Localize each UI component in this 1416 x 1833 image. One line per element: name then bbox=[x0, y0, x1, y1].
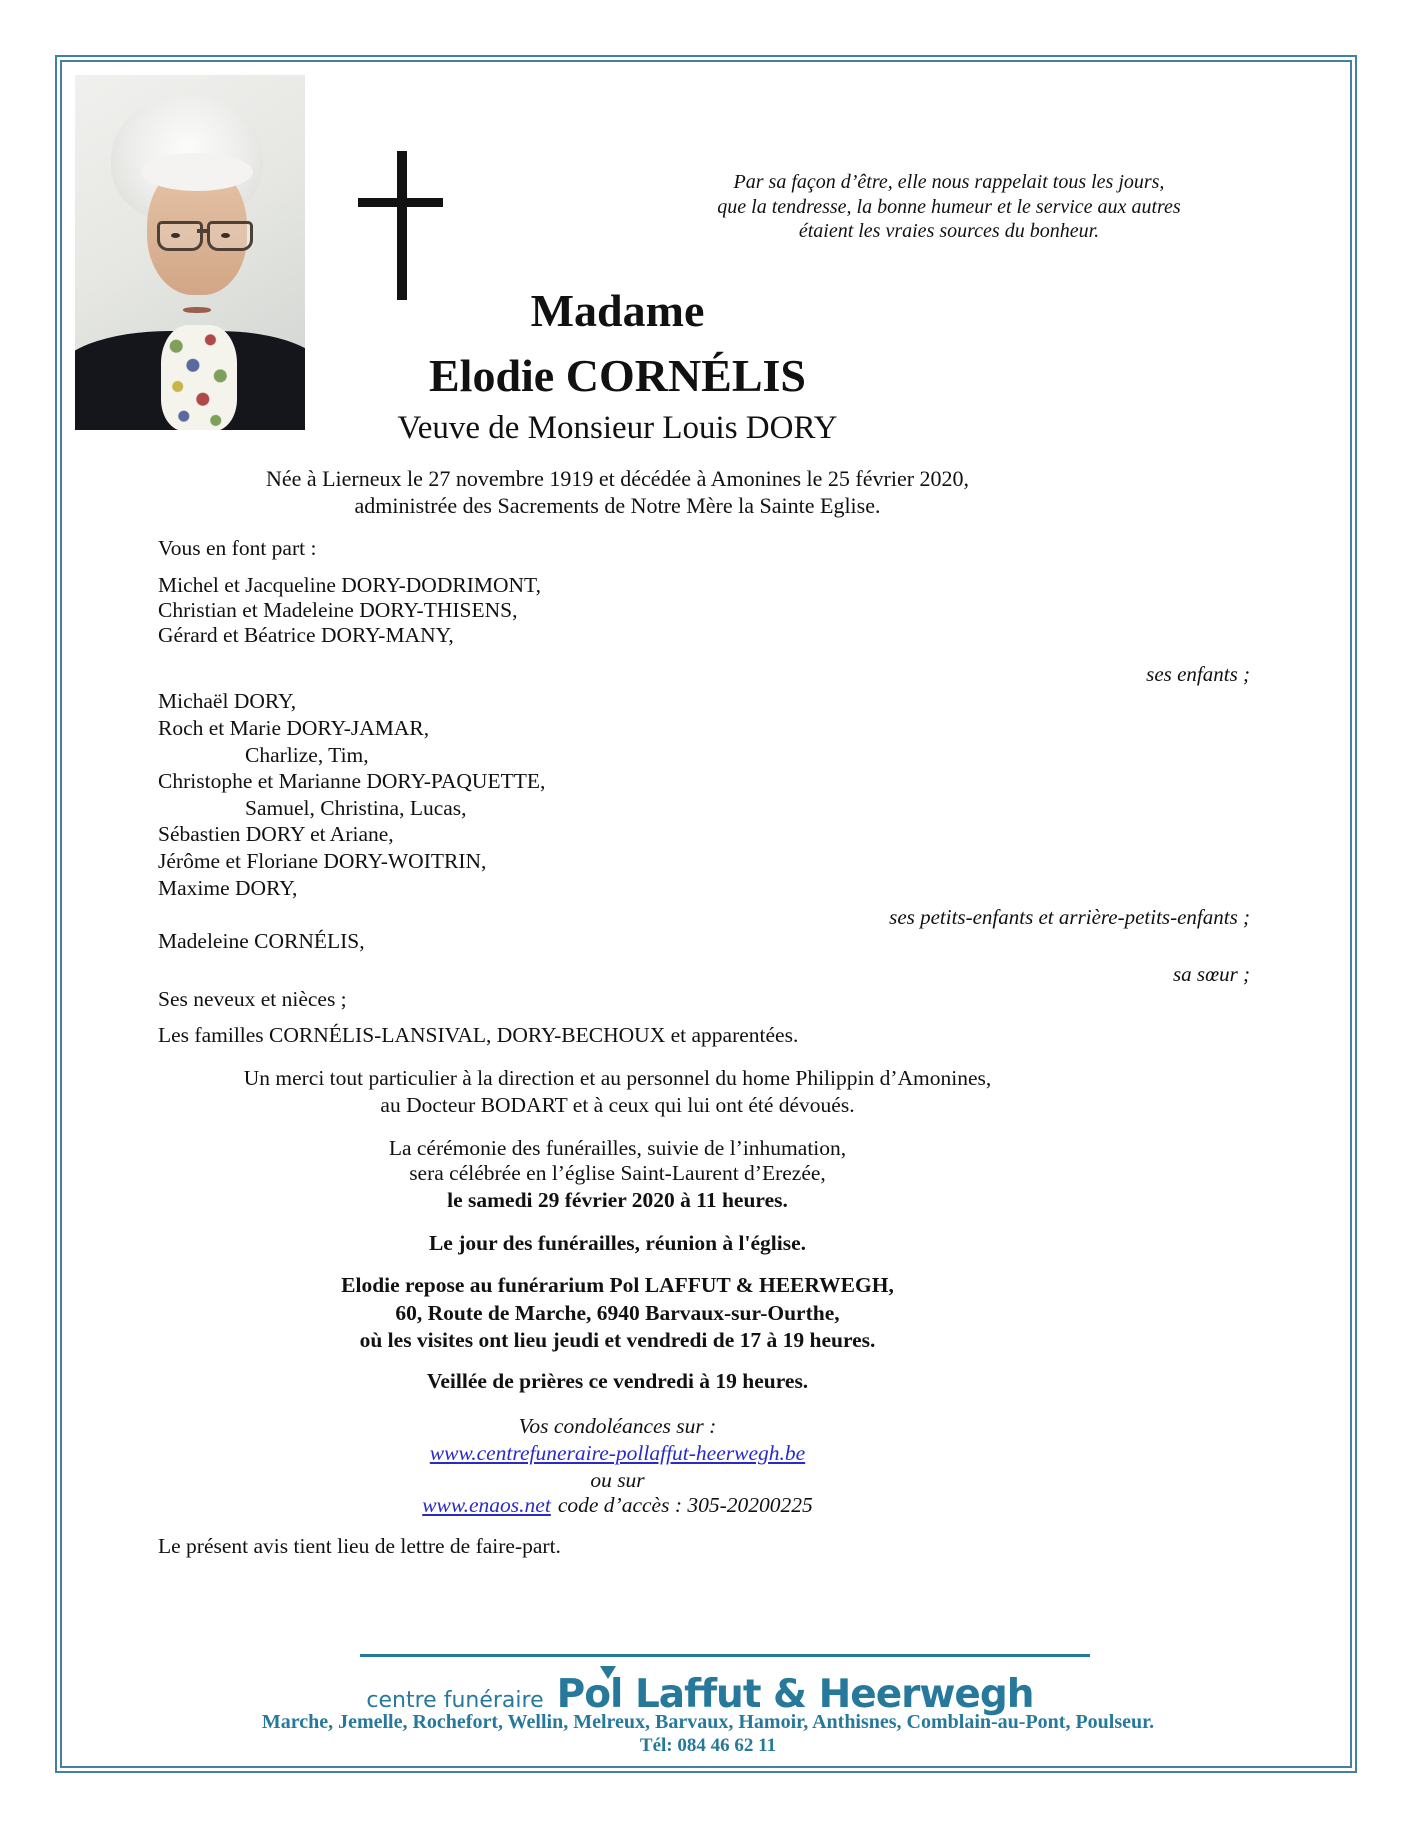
condolences-link-enaos[interactable]: www.enaos.net bbox=[422, 1493, 551, 1517]
quote-line: étaient les vraies sources du bonheur. bbox=[798, 220, 1100, 242]
portrait-eye-left bbox=[171, 233, 180, 238]
sacrament-line: administrée des Sacrements de Notre Mère la Sainte Eglise. bbox=[354, 493, 881, 518]
ceremony-line: sera célébrée en l’église Saint-Laurent d’Erezée, bbox=[409, 1161, 826, 1185]
widow-subtitle: Veuve de Monsieur Louis DORY bbox=[397, 410, 838, 446]
ceremony-line: La cérémonie des funérailles, suivie de l’inhumation, bbox=[388, 1136, 847, 1160]
cross-icon-arm bbox=[358, 198, 443, 207]
nephews-line: Ses neveux et nièces ; bbox=[158, 987, 347, 1011]
brand-prefix: centre funéraire bbox=[366, 1688, 544, 1713]
thanks-line: au Docteur BODART et à ceux qui lui ont été dévoués. bbox=[380, 1093, 855, 1117]
access-code-text: code d’accès : 305-20200225 bbox=[557, 1493, 813, 1517]
portrait-glasses-bridge bbox=[197, 229, 209, 233]
footer-locations: Marche, Jemelle, Rochefort, Wellin, Melreux, Barvaux, Hamoir, Anthisnes, Comblain-au-Pont, Poulseur. bbox=[261, 1711, 1155, 1733]
cross-icon bbox=[397, 151, 407, 300]
faire-part-notice: Le présent avis tient lieu de lettre de faire-part. bbox=[158, 1534, 561, 1558]
condolences-or: ou sur bbox=[590, 1468, 645, 1492]
memorial-quote bbox=[649, 170, 1249, 244]
brand-name: Pol Laffut & Heerwegh bbox=[556, 1672, 1034, 1717]
grandchild-line: Michaël DORY, bbox=[158, 689, 297, 713]
grandchild-line: Samuel, Christina, Lucas, bbox=[245, 796, 467, 820]
visits-line: où les visites ont lieu jeudi et vendredi de 17 à 19 heures. bbox=[359, 1328, 876, 1352]
grandchild-line: Sébastien DORY et Ariane, bbox=[158, 822, 394, 846]
announcement-intro: Vous en font part : bbox=[158, 536, 317, 560]
grandchild-line: Maxime DORY, bbox=[158, 876, 298, 900]
portrait-hair-fringe bbox=[141, 153, 253, 191]
portrait-glasses-left bbox=[157, 221, 203, 251]
families-line: Les familles CORNÉLIS-LANSIVAL, DORY-BECHOUX et apparentées. bbox=[158, 1023, 799, 1047]
grandchildren-note: ses petits-enfants et arrière-petits-enfants ; bbox=[889, 905, 1250, 929]
title-madame: Madame bbox=[530, 285, 705, 336]
portrait-eye-right bbox=[221, 233, 230, 238]
child-line: Michel et Jacqueline DORY-DODRIMONT, bbox=[158, 573, 541, 597]
grandchild-line: Roch et Marie DORY-JAMAR, bbox=[158, 716, 430, 740]
repose-address-line: 60, Route de Marche, 6940 Barvaux-sur-Ourthe, bbox=[395, 1301, 840, 1325]
birth-death-line: Née à Lierneux le 27 novembre 1919 et décédée à Amonines le 25 février 2020, bbox=[265, 466, 970, 491]
vigil-line: Veillée de prières ce vendredi à 19 heures. bbox=[426, 1369, 809, 1393]
grandchild-line: Charlize, Tim, bbox=[245, 743, 369, 767]
gathering-line: Le jour des funérailles, réunion à l'église. bbox=[428, 1231, 807, 1255]
grandchild-line: Christophe et Marianne DORY-PAQUETTE, bbox=[158, 769, 546, 793]
deceased-name: Elodie CORNÉLIS bbox=[428, 350, 807, 401]
grandchild-line: Jérôme et Floriane DORY-WOITRIN, bbox=[158, 849, 487, 873]
ceremony-date-line: le samedi 29 février 2020 à 11 heures. bbox=[447, 1188, 788, 1212]
quote-line: que la tendresse, la bonne humeur et le service aux autres bbox=[717, 195, 1181, 218]
children-note: ses enfants ; bbox=[1146, 662, 1250, 686]
thanks-line: Un merci tout particulier à la direction et au personnel du home Philippin d’Amonines, bbox=[243, 1066, 992, 1090]
child-line: Gérard et Béatrice DORY-MANY, bbox=[158, 623, 454, 647]
condolences-link-centrefuneraire[interactable]: www.centrefuneraire-pollaffut-heerwegh.be bbox=[429, 1441, 806, 1465]
condolences-intro: Vos condoléances sur : bbox=[518, 1414, 717, 1438]
repose-line: Elodie repose au funérarium Pol LAFFUT & HEERWEGH, bbox=[341, 1273, 894, 1297]
portrait-glasses-right bbox=[207, 221, 253, 251]
sister-note: sa sœur ; bbox=[1172, 962, 1250, 986]
sister-line: Madeleine CORNÉLIS, bbox=[158, 929, 365, 953]
child-line: Christian et Madeleine DORY-THISENS, bbox=[158, 598, 518, 622]
footer-rule bbox=[360, 1654, 1090, 1657]
quote-line: Par sa façon d’être, elle nous rappelait tous les jours, bbox=[733, 171, 1165, 193]
footer-phone: Tél: 084 46 62 11 bbox=[639, 1735, 777, 1756]
